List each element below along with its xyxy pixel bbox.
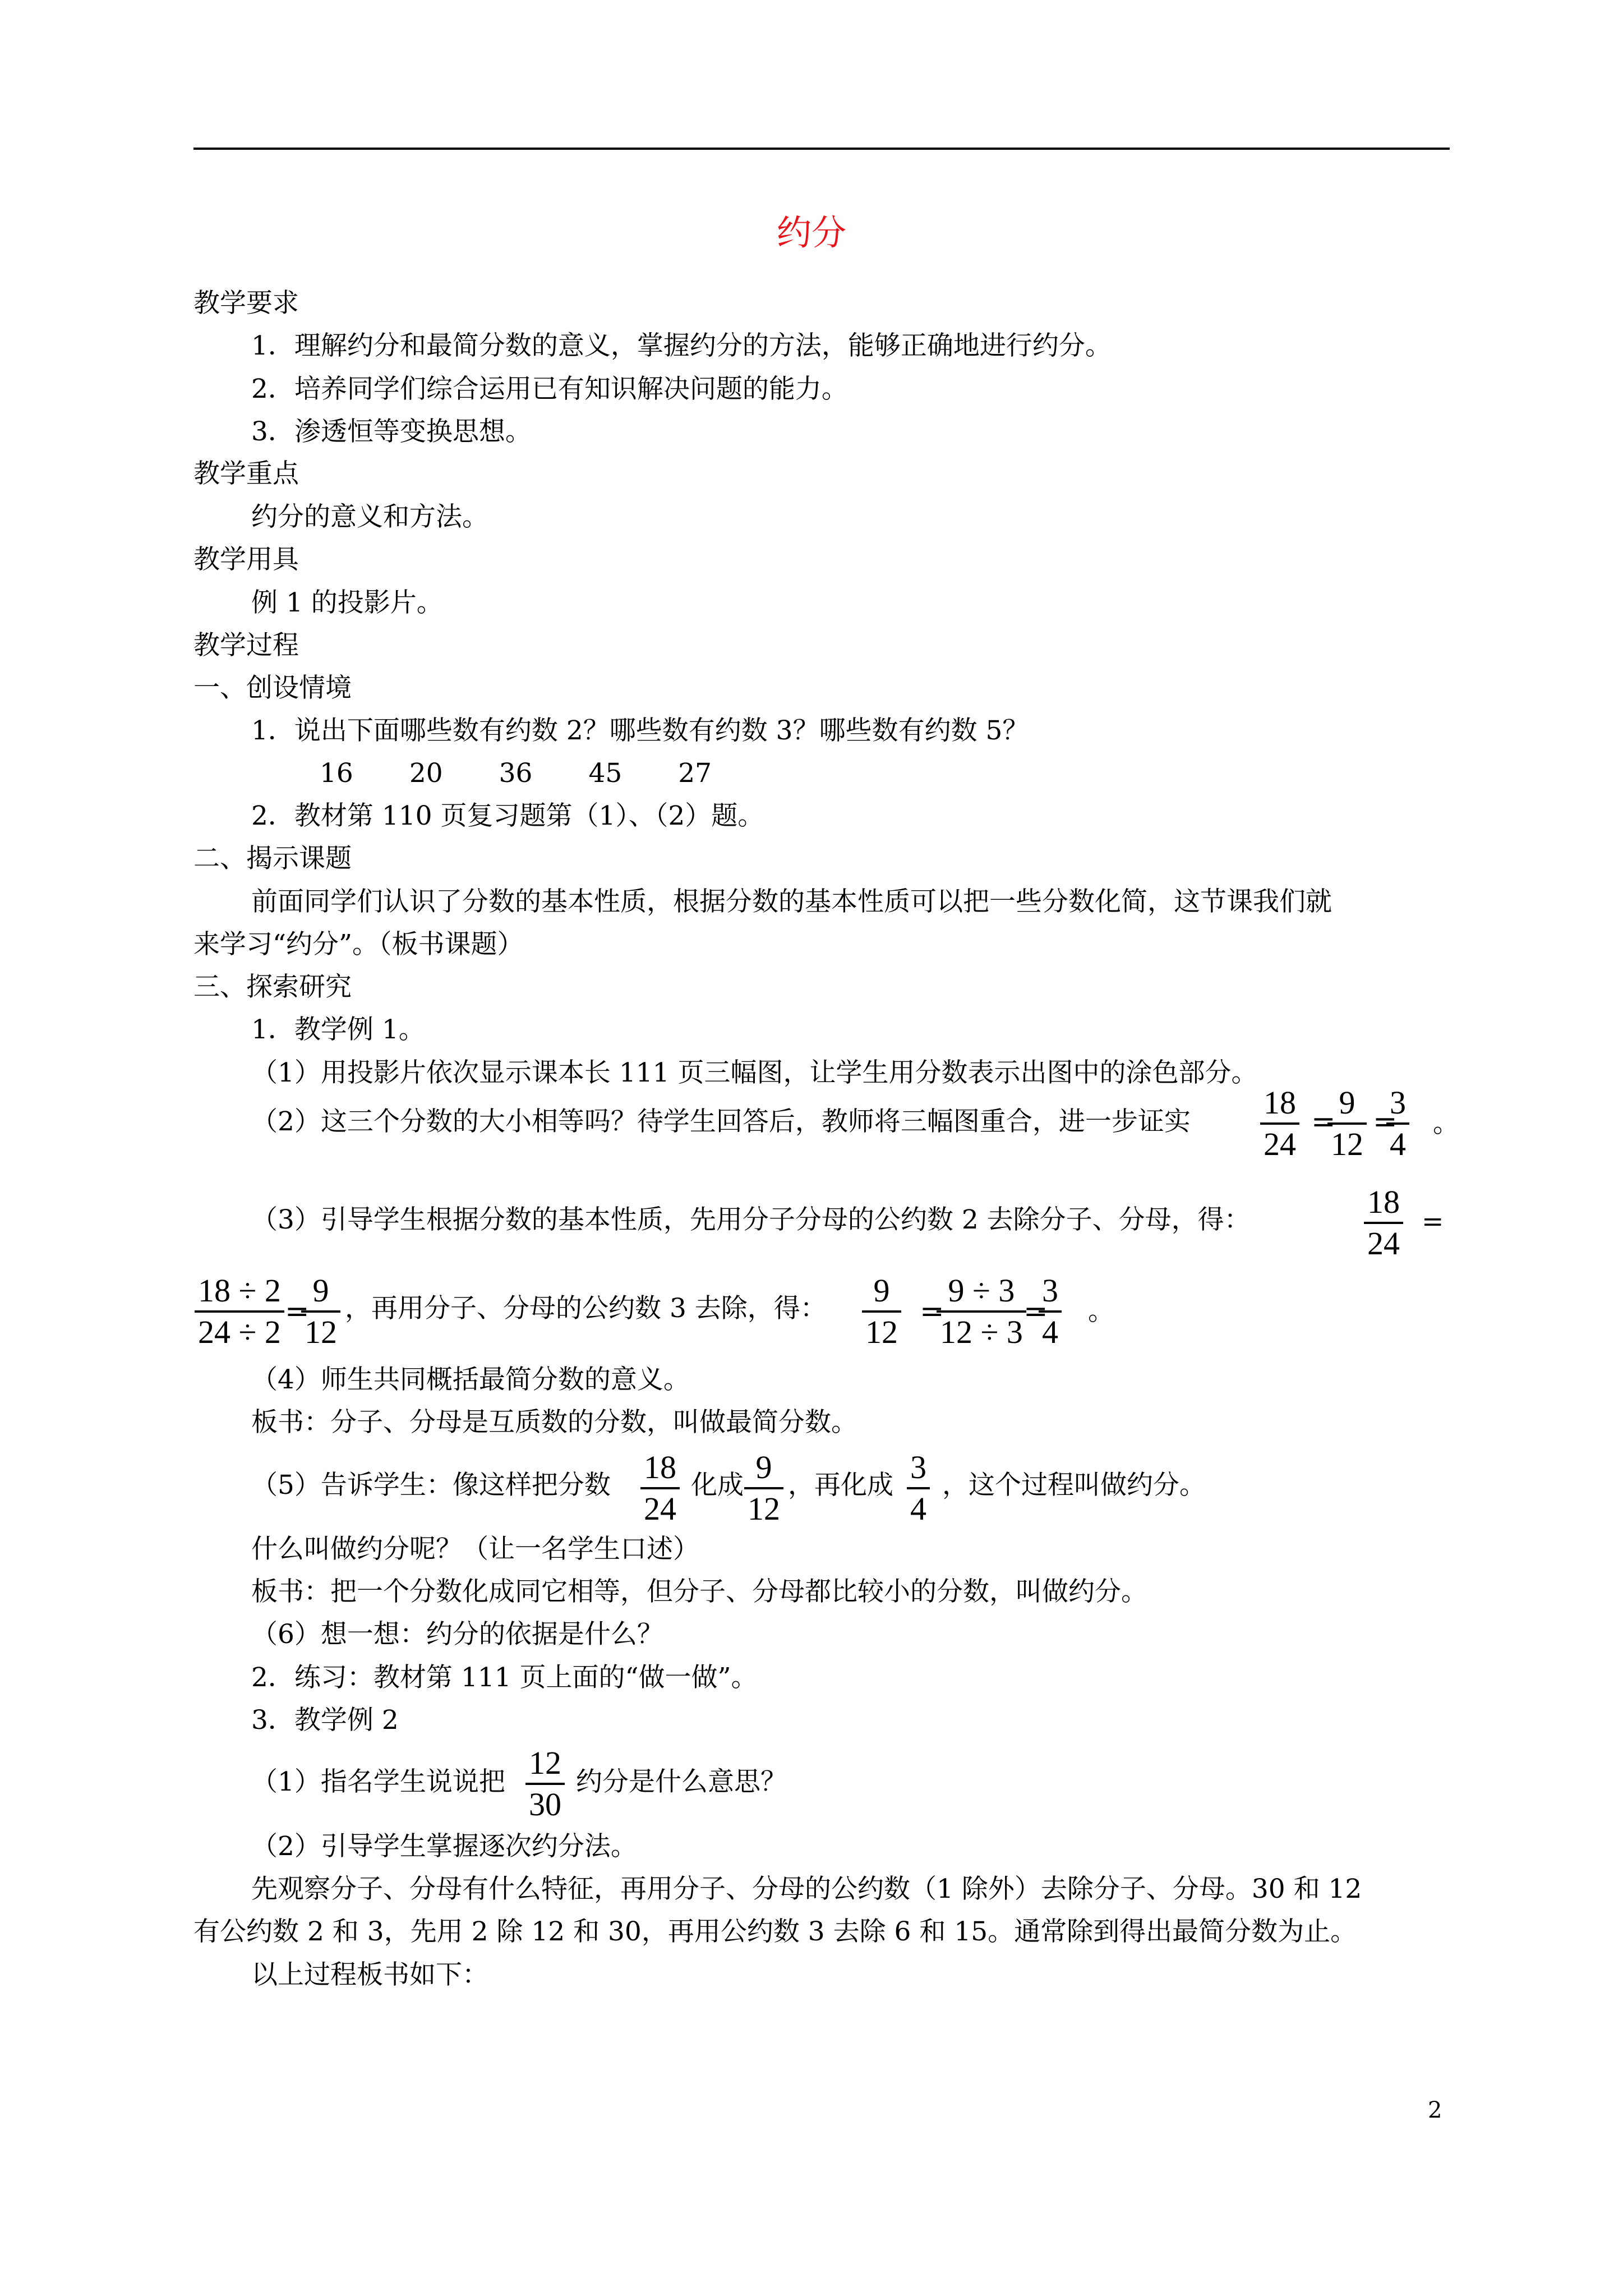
sentence-end: 。 (1433, 1108, 1459, 1139)
part1-question-1: 1．说出下面哪些数有约数 2？哪些数有约数 3？哪些数有约数 5？ (251, 715, 1029, 746)
page-title: 约分 (776, 212, 846, 253)
example-1-step-1: （1）用投影片依次显示课本长 111 页三幅图，让学生用分数表示出图中的涂色部分。 (251, 1057, 1258, 1088)
example-2-title: 3．教学例 2 (251, 1705, 399, 1736)
equals-sign: = (1023, 1295, 1048, 1328)
part1-question-2: 2．教材第 110 页复习题第（1）、（2）题。 (251, 800, 764, 831)
board-note-3: 以上过程板书如下： (251, 1959, 488, 1990)
example-1-title: 1．教学例 1。 (251, 1014, 425, 1045)
fraction-9-12: $\frac{9}{12}$ (1327, 1085, 1367, 1162)
fraction-18-24: $\frac{18}{24}$ (1364, 1185, 1403, 1261)
requirement-item-2: 2．培养同学们综合运用已有知识解决问题的能力。 (251, 374, 848, 404)
number-item: 27 (678, 758, 712, 789)
example-1-step-5-c: ，再化成 (788, 1470, 893, 1501)
number-item: 16 (320, 758, 353, 789)
fraction-12-30: $\frac{12}{30}$ (525, 1746, 565, 1822)
fraction-9-12: $\frac{9}{12}$ (862, 1273, 901, 1350)
number-item: 45 (588, 758, 623, 789)
observation-line-1: 先观察分子、分母有什么特征，再用分子、分母的公约数（1 除外）去除分子、分母。30 和 12 (251, 1874, 1362, 1904)
requirement-item-3: 3．渗透恒等变换思想。 (251, 416, 532, 447)
part2-paragraph-line-1: 前面同学们认识了分数的基本性质，根据分数的基本性质可以把一些分数化简，这节课我们就 (251, 886, 1332, 917)
example-2-step-1-b: 约分是什么意思？ (576, 1766, 787, 1797)
section-heading-requirements: 教学要求 (193, 288, 299, 319)
equals-sign: = (920, 1295, 944, 1328)
header-rule (193, 148, 1450, 150)
fraction-9-12: $\frac{9}{12}$ (744, 1450, 783, 1526)
fraction-3-4: $\frac{3}{4}$ (907, 1450, 930, 1526)
requirement-item-1: 1．理解约分和最简分数的意义，掌握约分的方法，能够正确地进行约分。 (251, 330, 1112, 361)
observation-line-2: 有公约数 2 和 3，先用 2 除 12 和 30，再用公约数 3 去除 6 和 15。通常除到得出最简分数为止。 (193, 1916, 1357, 1947)
fraction-9div3-12div3: $\frac{9 \div 3}{12 \div 3}$ (937, 1273, 1026, 1350)
equals-sign: = (285, 1295, 310, 1328)
example-1-step-4: （4）师生共同概括最简分数的意义。 (251, 1364, 690, 1395)
section-heading-key-point: 教学重点 (193, 458, 299, 489)
number-item: 36 (499, 758, 533, 789)
example-1-step-5-a: （5）告诉学生：像这样把分数 (251, 1470, 611, 1501)
page-number: 2 (1428, 2097, 1442, 2123)
equals-sign: = (1422, 1206, 1444, 1237)
number-item: 20 (409, 758, 443, 789)
equals-sign: = (1373, 1105, 1398, 1139)
fraction-18-24: $\frac{18}{24}$ (640, 1450, 680, 1526)
example-1-step-2-text: （2）这三个分数的大小相等吗？待学生回答后，教师将三幅图重合，进一步证实 (251, 1106, 1191, 1137)
sentence-end: 。 (1088, 1296, 1114, 1327)
step-3-middle-text: ，再用分子、分母的公约数 3 去除，得： (345, 1293, 827, 1324)
equals-sign: = (1311, 1105, 1336, 1139)
section-heading-tools: 教学用具 (193, 544, 299, 575)
example-1-step-5-d: ，这个过程叫做约分。 (942, 1470, 1206, 1501)
part2-heading: 二、揭示课题 (193, 843, 352, 874)
example-1-step-5-b: 化成 (691, 1470, 744, 1501)
fraction-3-4: $\frac{3}{4}$ (1386, 1085, 1409, 1162)
part1-number-list (320, 757, 712, 790)
fraction-9-12: $\frac{9}{12}$ (301, 1273, 340, 1350)
tools-text: 例 1 的投影片。 (251, 587, 443, 618)
part3-heading: 三、探索研究 (193, 972, 352, 1002)
board-note-2: 板书：把一个分数化成同它相等，但分子、分母都比较小的分数，叫做约分。 (251, 1576, 1147, 1607)
board-note-1: 板书：分子、分母是互质数的分数，叫做最简分数。 (251, 1407, 857, 1438)
practice-item: 2．练习：教材第 111 页上面的“做一做”。 (251, 1662, 758, 1693)
section-heading-process: 教学过程 (193, 630, 299, 661)
key-point-text: 约分的意义和方法。 (251, 501, 488, 532)
fraction-18-24: $\frac{18}{24}$ (1260, 1085, 1299, 1162)
example-1-step-6: （6）想一想：约分的依据是什么？ (251, 1619, 663, 1650)
fraction-18div2-24div2: $\frac{18 \div 2}{24 \div 2}$ (195, 1273, 284, 1350)
question-what-is-reduction: 什么叫做约分呢？（让一名学生口述） (251, 1534, 699, 1565)
example-1-step-3-text: （3）引导学生根据分数的基本性质，先用分子分母的公约数 2 去除分子、分母，得： (251, 1204, 1251, 1235)
part1-heading: 一、创设情境 (193, 673, 352, 703)
example-2-step-1-a: （1）指名学生说说把 (251, 1766, 505, 1797)
fraction-3-4: $\frac{3}{4}$ (1039, 1273, 1062, 1350)
example-2-step-2: （2）引导学生掌握逐次约分法。 (251, 1831, 637, 1862)
part2-paragraph-line-2: 来学习“约分”。（板书课题） (193, 929, 524, 960)
